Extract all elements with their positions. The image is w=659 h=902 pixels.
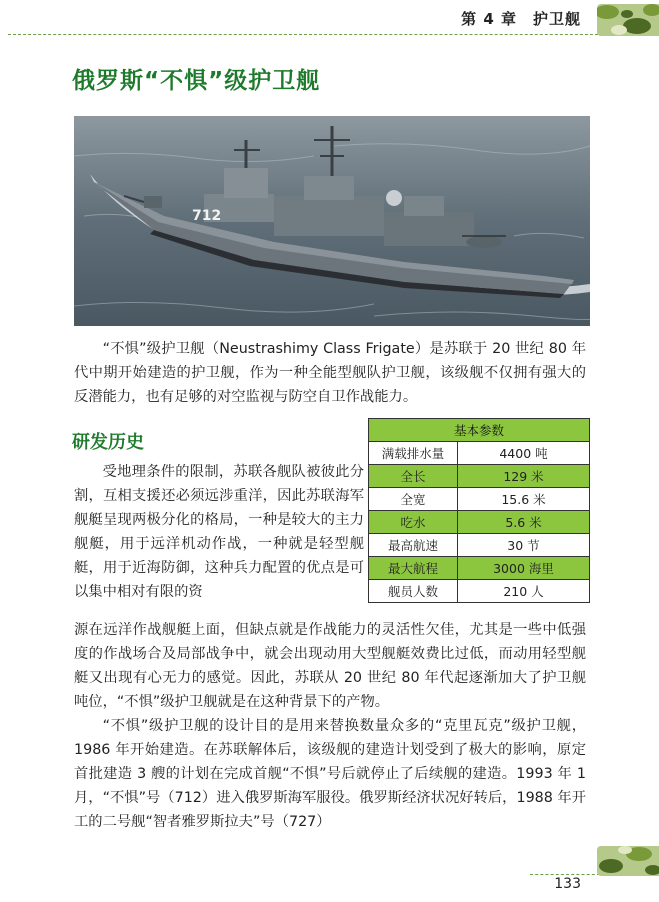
table-row (369, 511, 590, 534)
hull-number: 712 (192, 208, 222, 224)
param-value: 3000 海里 (458, 557, 590, 580)
footer-rule (530, 874, 600, 875)
history-paragraph-1-cont: 源在远洋作战舰艇上面，但缺点就是作战能力的灵活性欠佳，尤其是一些中低强度的作战场合及局部战争中，就会出现动用大型舰艇效费比过低，而动用轻型舰艇又出现有心无力的感觉。因此，苏联从 20 世纪 80 年代起逐渐加大了护卫舰吨位，“不惧”级护卫舰就是在这种背景下的产物。 (74, 622, 586, 710)
table-row (369, 580, 590, 603)
param-value: 129 米 (458, 465, 590, 488)
param-key: 全宽 (369, 488, 458, 511)
param-key: 舰员人数 (369, 580, 458, 603)
param-key: 全长 (369, 465, 458, 488)
param-value: 4400 吨 (458, 442, 590, 465)
params-table-header: 基本参数 (369, 419, 590, 442)
param-value: 5.6 米 (458, 511, 590, 534)
chapter-heading: 第 4 章 护卫舰 (461, 10, 581, 28)
param-value: 210 人 (458, 580, 590, 603)
page-title: 俄罗斯“不惧”级护卫舰 (72, 68, 321, 94)
section-heading: 研发历史 (72, 432, 144, 453)
history-paragraph-2: “不惧”级护卫舰的设计目的是用来替换数量众多的“克里瓦克”级护卫舰，1986 年开始建造。在苏联解体后，该级舰的建造计划受到了极大的影响，原定首批建造 3 艘的计划在完成首舰“不惧”号后就停止了后续舰的建造。1993 年 1 月，“不惧”号（712）进入俄罗斯海军服役。俄罗斯经济状况好转后，1988 年开工的二号舰“智者雅罗斯拉夫”号（727） (74, 718, 586, 830)
table-row (369, 557, 590, 580)
camo-tab-bottom-icon (597, 846, 659, 876)
param-key: 最大航程 (369, 557, 458, 580)
param-value: 30 节 (458, 534, 590, 557)
page-number: 133 (554, 876, 581, 892)
param-key: 满载排水量 (369, 442, 458, 465)
params-table (368, 418, 590, 603)
table-row (369, 442, 590, 465)
table-row (369, 488, 590, 511)
param-value: 15.6 米 (458, 488, 590, 511)
history-paragraph-1: 受地理条件的限制，苏联各舰队被彼此分割，互相支援还必须远涉重洋，因此苏联海军舰艇呈现两极分化的格局，一种是较大的主力舰艇，用于远洋机动作战，一种就是轻型舰艇，用于近海防御，这种兵力配置的优点是可以集中相对有限的资 (74, 464, 364, 600)
camo-tab-top-icon (597, 4, 659, 36)
table-row (369, 534, 590, 557)
param-key: 最高航速 (369, 534, 458, 557)
ship-photo (74, 116, 590, 326)
header-rule (8, 34, 598, 35)
param-key: 吃水 (369, 511, 458, 534)
table-row (369, 465, 590, 488)
intro-paragraph: “不惧”级护卫舰（Neustrashimy Class Frigate）是苏联于 20 世纪 80 年代中期开始建造的护卫舰，作为一种全能型舰队护卫舰，该级舰不仅拥有强大的反潜能力，也有足够的对空监视与防空自卫作战能力。 (74, 341, 586, 405)
